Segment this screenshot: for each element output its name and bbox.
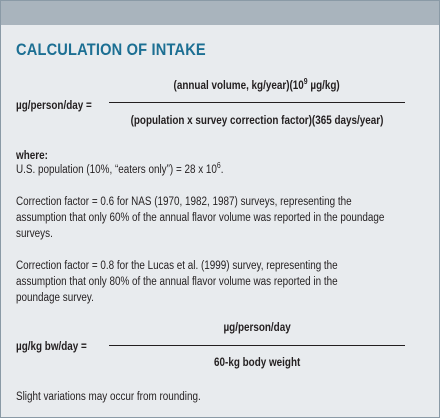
- equation-1-lhs: µg/person/day =: [16, 100, 92, 112]
- text-line: assumption that only 80% of the annual flavor volume was reported in the: [16, 276, 338, 288]
- header-band: [1, 1, 439, 25]
- equation-2-numerator: µg/person/day: [223, 322, 291, 334]
- text-line: Correction factor = 0.8 for the Lucas et al. (1999) survey, representing the: [16, 260, 338, 272]
- equation-2-denominator: 60-kg body weight: [213, 357, 301, 369]
- panel-title: CALCULATION OF INTAKE: [16, 40, 206, 59]
- equation-1-numerator: (annual volume, $kg/year)(10^9$ µg/kg): [173, 77, 341, 92]
- population-definition: U.S. population (10%, “eaters only”) = 28 x $10^6$.: [16, 161, 224, 176]
- where-label: where:: [16, 150, 48, 162]
- text-line: surveys.: [16, 228, 53, 240]
- text-line: assumption that only 60% of the annual flavor volume was reported in the poundage: [16, 212, 385, 224]
- equation-2-fraction-bar: [109, 345, 405, 346]
- equation-1-denominator: (population x survey correction factor)(365 days/year): [130, 115, 384, 127]
- text-line: poundage survey.: [16, 292, 94, 304]
- text-line: Correction factor = 0.6 for NAS (1970, 1982, 1987) surveys, representing the: [16, 196, 352, 208]
- equation-2-lhs: µg/kg bw/day =: [16, 341, 87, 353]
- equation-1-fraction-bar: [109, 102, 405, 103]
- correction-factor-lucas-paragraph: [16, 258, 439, 306]
- rounding-footnote: Slight variations may occur from rounding.: [16, 391, 201, 403]
- correction-factor-nas-paragraph: [16, 194, 440, 242]
